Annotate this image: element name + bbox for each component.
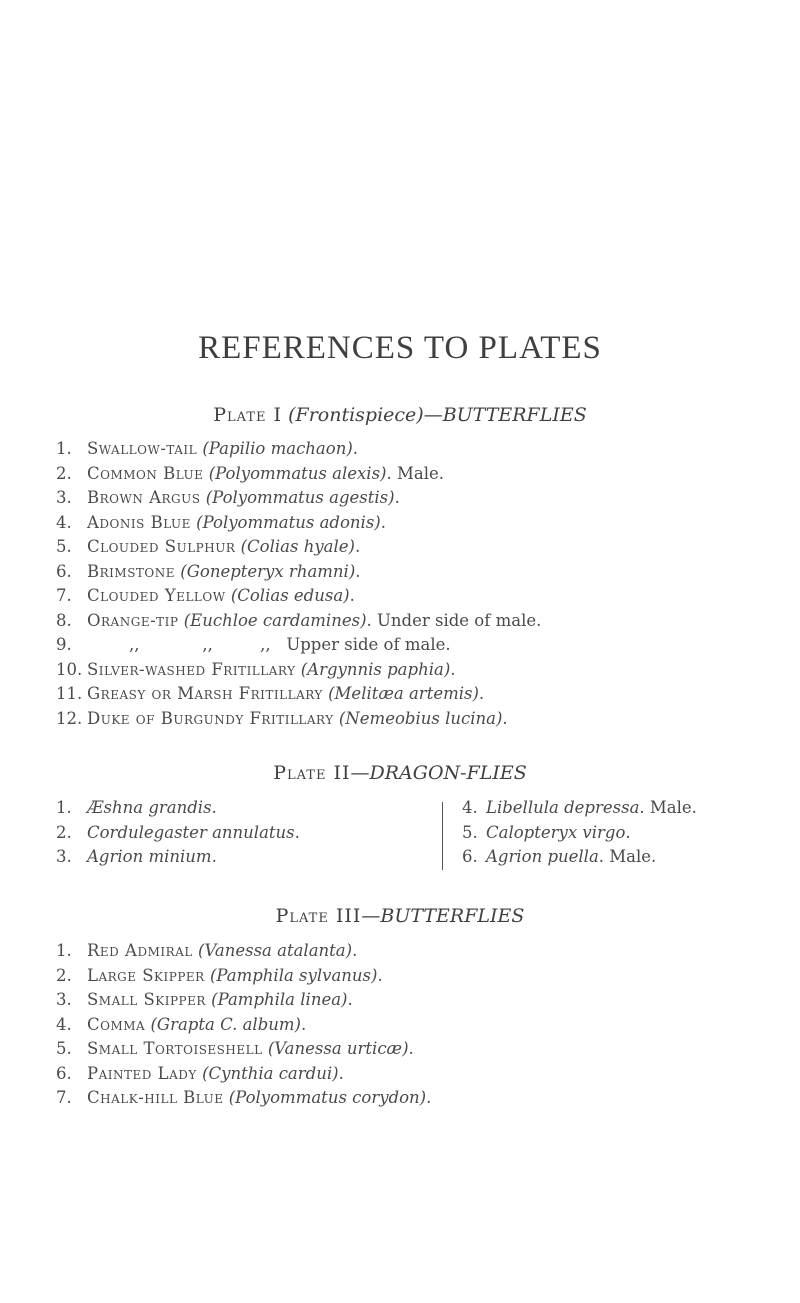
list-item: 2. Common Blue (Polyommatus alexis). Male. <box>56 463 445 483</box>
plate-1-heading <box>0 404 800 426</box>
plate-2-label: Plate II <box>273 762 351 784</box>
list-item: 5. Small Tortoiseshell (Vanessa urticæ). <box>56 1039 414 1058</box>
list-item: 1. Red Admiral (Vanessa atalanta). <box>56 941 358 960</box>
list-item: 2. Large Skipper (Pamphila sylvanus). <box>56 965 383 985</box>
page-title: REFERENCES TO PLATES <box>198 330 602 366</box>
plate-1-label: Plate I <box>213 404 283 426</box>
list-item: 2. Cordulegaster annulatus. <box>56 822 300 842</box>
plate-2-category: DRAGON-FLIES <box>369 762 527 784</box>
list-item: 5. Calopteryx virgo. <box>462 822 631 842</box>
plate-2-right-column <box>462 796 697 870</box>
plate-3-category: BUTTERFLIES <box>380 905 525 927</box>
list-item: 6. Painted Lady (Cynthia cardui). <box>56 1063 344 1083</box>
list-item: 10. Silver-washed Fritillary (Argynnis paphia). <box>56 659 456 679</box>
list-item: 7. Clouded Yellow (Colias edusa). <box>56 586 355 605</box>
list-item: 3. Brown Argus (Polyommatus agestis). <box>56 488 400 507</box>
list-item: 4. Libellula depressa. Male. <box>462 798 697 817</box>
plate-3-label: Plate III <box>275 905 362 927</box>
list-item: 9. ,, ,, ,, Upper side of male. <box>56 635 451 654</box>
list-item: 3. Agrion minium. <box>56 847 217 866</box>
list-item: 8. Orange-tip (Euchloe cardamines). Under side of male. <box>56 610 542 630</box>
column-divider <box>442 802 443 870</box>
list-item: 1. Æshna grandis. <box>56 798 217 817</box>
list-item: 4. Adonis Blue (Polyommatus adonis). <box>56 512 386 532</box>
plate-1-category: BUTTERFLIES <box>442 404 587 426</box>
list-item: 12. Duke of Burgundy Fritillary (Nemeobius lucina). <box>56 708 508 728</box>
list-item: 11. Greasy or Marsh Fritillary (Melitæa artemis). <box>56 684 485 703</box>
list-item: 6. Agrion puella. Male. <box>462 847 657 866</box>
list-item: 7. Chalk-hill Blue (Polyommatus corydon). <box>56 1088 432 1107</box>
list-item: 3. Small Skipper (Pamphila linea). <box>56 990 353 1009</box>
list-item: 1. Swallow-tail (Papilio machaon). <box>56 439 359 458</box>
list-item: 6. Brimstone (Gonepteryx rhamni). <box>56 561 361 581</box>
list-item: 4. Comma (Grapta C. album). <box>56 1014 307 1034</box>
plate-1-dash: — <box>423 404 443 426</box>
plate-3-heading <box>0 905 800 927</box>
plate-3-list <box>56 939 431 1111</box>
list-item: 5. Clouded Sulphur (Colias hyale). <box>56 537 361 556</box>
plate-2-dash: — <box>350 762 370 784</box>
plate-2-heading <box>0 762 800 784</box>
plate-2-left-column <box>56 796 300 870</box>
plate-1-list <box>56 437 541 731</box>
plate-3-dash: — <box>361 905 381 927</box>
plate-1-subtitle: (Frontispiece) <box>288 404 424 426</box>
